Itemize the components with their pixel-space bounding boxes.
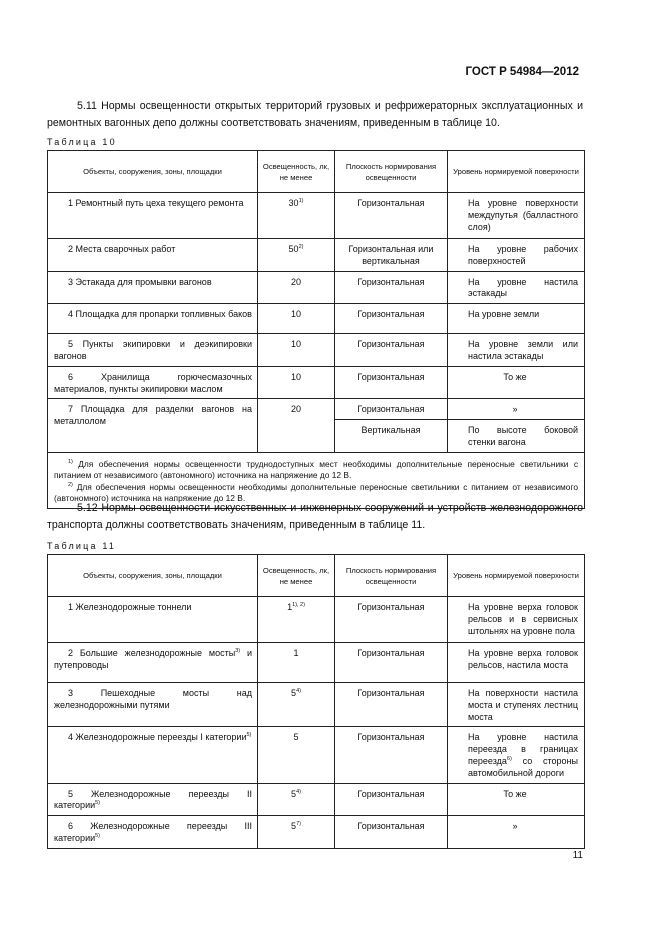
- col-header-objects: Объекты, сооружения, зоны, площадки: [48, 555, 258, 597]
- plane-cell: Горизонтальная: [335, 643, 448, 683]
- col-header-plane: Плоскость нормирования освещенности: [335, 555, 448, 597]
- table-row: [48, 597, 585, 643]
- object-cell: 6 Хранилища горючесмазочных материалов, пункты экипировки маслом: [48, 366, 258, 399]
- table-10: [47, 150, 585, 509]
- lux-cell: 30$^{1)}$: [258, 193, 335, 239]
- object-cell: 2 Места сварочных работ: [48, 239, 258, 272]
- col-header-level: Уровень нормируемой поверхности: [448, 151, 585, 193]
- table-row: [48, 366, 585, 399]
- level-cell: »: [448, 816, 585, 849]
- plane-cell: Горизонтальная: [335, 399, 448, 420]
- col-header-objects: Объекты, сооружения, зоны, площадки: [48, 151, 258, 193]
- object-cell: 4 Железнодорожные переезды I категории$^{5)}$: [48, 727, 258, 783]
- lux-cell: $1^{1), 2)}$: [258, 597, 335, 643]
- level-cell: На уровне настила эстакады: [448, 271, 585, 304]
- plane-cell: Горизонтальная: [335, 366, 448, 399]
- object-cell: 6 Железнодорожные переезды III категории$^{5)}$: [48, 816, 258, 849]
- paragraph-5-11: 5.11 Нормы освещенности открытых территорий грузовых и рефрижераторных эксплуатационных и ремонтных вагонных депо должны соответствовать значениям, приведенным в таблице 10.: [47, 100, 583, 129]
- lux-cell: 20: [258, 399, 335, 452]
- footnote: $^{1)}$ Для обеспечения нормы освещенности труднодоступных мест необходимы дополнительные переносные светильники с питанием от независимого (автономного) источника на напряжение до 12 В.: [54, 458, 579, 481]
- footnote-ref: 5): [95, 800, 101, 807]
- plane-cell: Горизонтальная: [335, 334, 448, 367]
- plane-cell: Вертикальная: [335, 420, 448, 453]
- footnote-ref: 7): [296, 821, 301, 828]
- footnote-ref: 1): [298, 198, 304, 204]
- lux-cell: 5: [258, 727, 335, 783]
- col-header-level: Уровень нормируемой поверхности: [448, 555, 585, 597]
- document-code: ГОСТ Р 54984—2012: [465, 66, 579, 78]
- level-cell: »: [448, 399, 585, 420]
- lux-cell: 5$^{7)}$: [258, 816, 335, 849]
- table-row: [48, 399, 585, 420]
- footnote-ref: 6): [506, 755, 512, 762]
- table-11: [47, 554, 585, 849]
- table-row: [48, 683, 585, 727]
- level-cell: То же: [448, 366, 585, 399]
- page-number: 11: [572, 850, 583, 861]
- col-header-illuminance: Освещенность, лк, не менее: [258, 151, 335, 193]
- object-cell: 5 Железнодорожные переезды II категории$^{5)}$: [48, 783, 258, 816]
- table-row: [48, 816, 585, 849]
- footnote-ref: 4): [296, 688, 301, 694]
- lux-cell: 10: [258, 304, 335, 334]
- plane-cell: Горизонтальная или вертикальная: [335, 239, 448, 272]
- object-cell: 7 Площадка для разделки вагонов на металлолом: [48, 399, 258, 452]
- object-cell: 3 Эстакада для промывки вагонов: [48, 271, 258, 304]
- plane-cell: Горизонтальная: [335, 727, 448, 783]
- table-row: [48, 643, 585, 683]
- plane-cell: Горизонтальная: [335, 271, 448, 304]
- plane-cell: Горизонтальная: [335, 816, 448, 849]
- plane-cell: Горизонтальная: [335, 193, 448, 239]
- object-cell: 2 Большие железнодорожные мосты$^{3)}$ и путепроводы: [48, 643, 258, 683]
- level-cell: То же: [448, 783, 585, 816]
- table-11-caption: Таблица 11: [47, 541, 117, 551]
- plane-cell: Горизонтальная: [335, 304, 448, 334]
- footnote-ref: 5): [246, 732, 252, 739]
- plane-cell: Горизонтальная: [335, 597, 448, 643]
- level-cell: На уровне рабочих поверхностей: [448, 239, 585, 272]
- table-row: [48, 783, 585, 816]
- level-cell: На уровне настила переезда в границах переезда$^{6)}$ со стороны автомобильной дороги: [448, 727, 585, 783]
- table-row: [48, 239, 585, 272]
- object-cell: 4 Площадка для пропарки топливных баков: [48, 304, 258, 334]
- footnote: $^{2)}$ Для обеспечения нормы освещенности необходимы дополнительные переносные светильники с питанием от независимого (автономного) источника на напряжение до 12 В.: [54, 481, 578, 503]
- lux-cell: 5$^{4)}$: [258, 783, 335, 816]
- lux-cell: 20: [258, 271, 335, 304]
- lux-cell: 10: [258, 366, 335, 399]
- lux-cell: 10: [258, 334, 335, 367]
- footnote-ref: 5): [95, 832, 101, 839]
- object-cell: 1 Ремонтный путь цеха текущего ремонта: [48, 193, 258, 239]
- plane-cell: Горизонтальная: [335, 783, 448, 816]
- object-cell: 1 Железнодорожные тоннели: [48, 597, 258, 643]
- lux-cell: 5$^{4)}$: [258, 683, 335, 727]
- col-header-illuminance: Освещенность, лк, не менее: [258, 555, 335, 597]
- plane-cell: Горизонтальная: [335, 683, 448, 727]
- level-cell: На уровне земли: [448, 304, 585, 334]
- col-header-plane: Плоскость нормирования освещенности: [335, 151, 448, 193]
- lux-cell: 50$^{2)}$: [258, 239, 335, 272]
- table-row: [48, 193, 585, 239]
- level-cell: На уровне верха головок рельсов, настила моста: [448, 643, 585, 683]
- paragraph-5-12: 5.12 Нормы освещенности искусственных и инженерных сооружений и устройств железнодорожного транспорта должны соответствовать значениям, приведенным в таблице 11.: [47, 502, 583, 531]
- level-cell: По высоте боковой стенки вагона: [448, 420, 585, 453]
- table-row: [48, 271, 585, 304]
- level-cell: На поверхности настила моста и ступенях лестниц моста: [448, 683, 585, 727]
- level-cell: На уровне земли или настила эстакады: [448, 334, 585, 367]
- table-10-caption: Таблица 10: [47, 137, 117, 147]
- object-cell: 5 Пункты экипировки и деэкипировки вагонов: [48, 334, 258, 367]
- footnote-ref: 3): [235, 648, 241, 654]
- table-row: [48, 304, 585, 334]
- footnote-ref: 2): [298, 244, 304, 250]
- table-row: [48, 334, 585, 367]
- level-cell: На уровне верха головок рельсов и в сервисных штольнях на уровне пола: [448, 597, 585, 643]
- level-cell: На уровне поверхности междупутья (балластного слоя): [448, 193, 585, 239]
- footnote-ref: 4): [296, 788, 301, 795]
- table-row: [48, 727, 585, 783]
- lux-cell: 1: [258, 643, 335, 683]
- object-cell: 3 Пешеходные мосты над железнодорожными путями: [48, 683, 258, 727]
- footnote-ref: 1), 2): [292, 602, 305, 608]
